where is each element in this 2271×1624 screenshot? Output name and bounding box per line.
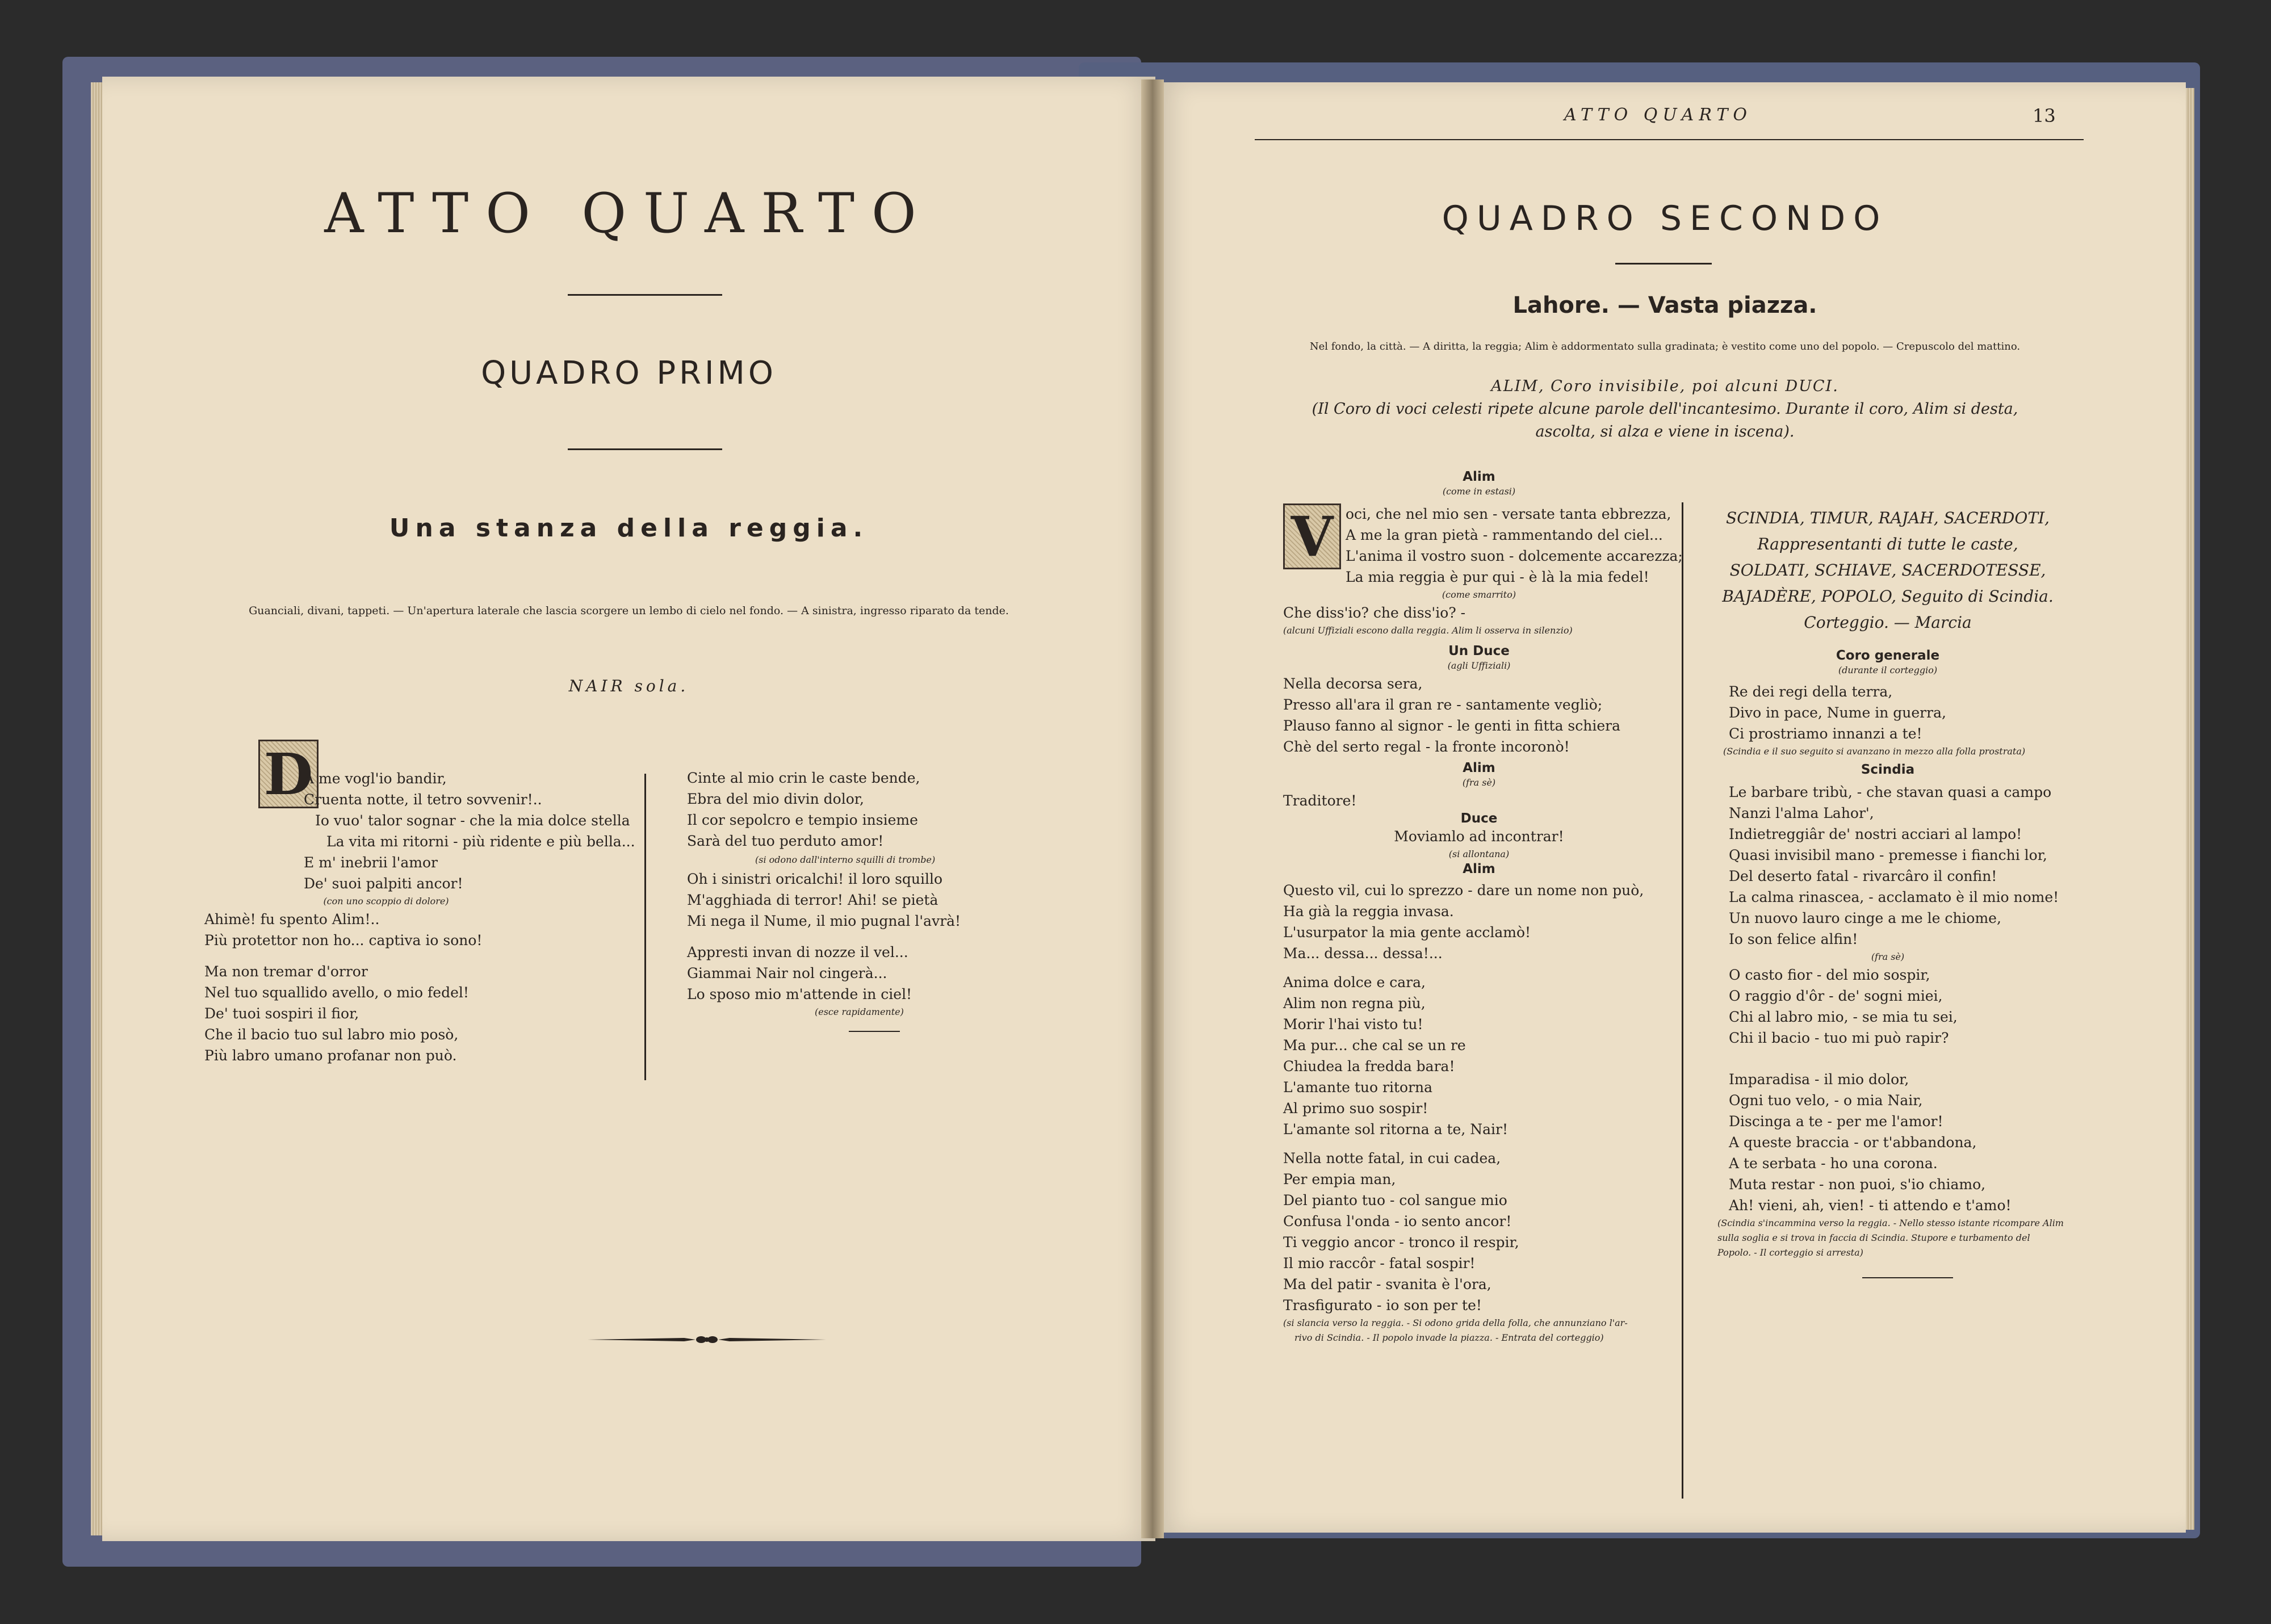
speaker-duce: Un Duce bbox=[1448, 644, 1510, 658]
verse-line: Ebra del mio divin dolor, bbox=[687, 791, 864, 807]
verse-line: Le barbare tribù, - che stavan quasi a campo bbox=[1729, 784, 2052, 800]
verse-line: Lo sposo mio m'attende in ciel! bbox=[687, 986, 912, 1002]
verse-line: Trasfigurato - io son per te! bbox=[1283, 1297, 1482, 1314]
characters-line-2: (Il Coro di voci celesti ripete alcune parole dell'incantesimo. Durante il coro, Alim si desta, bbox=[1312, 400, 2018, 418]
verse-line: L'anima il vostro suon - dolcemente accarezza; bbox=[1346, 548, 1683, 564]
verse-line: Chè del serto regal - la fronte incoronò! bbox=[1283, 738, 1570, 755]
verse-opening bbox=[267, 768, 732, 894]
stage-direction: Nel fondo, la città. — A diritta, la reggia; Alim è addormentato sulla gradinata; è vestito come uno del popolo. — Crepuscolo del mattino. bbox=[1309, 341, 2021, 353]
verse-line: Discinga a te - per me l'amor! bbox=[1729, 1113, 1943, 1130]
speaker-duce-2: Duce bbox=[1460, 811, 1498, 826]
verse-line: Appresti invan di nozze il vel... bbox=[687, 944, 908, 960]
verse-line: La calma rinascea, - acclamato è il mio nome! bbox=[1729, 889, 2059, 905]
left-col-1 bbox=[204, 768, 732, 1066]
verse-line: Un nuovo lauro cinge a me le chiome, bbox=[1729, 910, 2001, 926]
verse-line: Alim non regna più, bbox=[1283, 995, 1426, 1012]
verse-line: Ma del patir - svanita è l'ora, bbox=[1283, 1276, 1491, 1293]
verse-line: Ma... dessa... dessa!... bbox=[1283, 945, 1443, 962]
verse-line: Questo vil, cui lo sprezzo - dare un nome non può, bbox=[1283, 882, 1644, 899]
verse-col2-2 bbox=[687, 868, 1084, 931]
dir-slancia-2: rivo di Scindia. - Il popolo invade la piazza. - Entrata del corteggio) bbox=[1294, 1332, 1604, 1343]
dir-agli-uffiziali: (agli Uffiziali) bbox=[1447, 660, 1511, 671]
verse-line: Ma pur... che cal se un re bbox=[1283, 1037, 1466, 1054]
verse-line: Nanzi l'alma Lahor', bbox=[1729, 805, 1874, 821]
stage-direction-1: (con uno scoppio di dolore) bbox=[323, 896, 449, 907]
verse-line: Nella notte fatal, in cui cadea, bbox=[1283, 1150, 1501, 1166]
verse-line: Il mio raccôr - fatal sospir! bbox=[1283, 1255, 1476, 1271]
stage-direction-2: (si odono dall'interno squilli di trombe) bbox=[755, 854, 936, 865]
verse-line: Per empia man, bbox=[1283, 1171, 1396, 1187]
verse-line: Imparadisa - il mio dolor, bbox=[1729, 1071, 1909, 1088]
verse-line: Oh i sinistri oricalchi! il loro squillo bbox=[687, 871, 943, 887]
verse-line: Giammai Nair nol cingerà... bbox=[687, 965, 887, 981]
speaker-alim-2: Alim bbox=[1463, 761, 1495, 775]
setting: Lahore. — Vasta piazza. bbox=[1512, 292, 1817, 318]
speaker-alim-1: Alim bbox=[1463, 469, 1495, 484]
verse-line: Ti veggio ancor - tronco il respir, bbox=[1283, 1234, 1519, 1250]
verse-line: Cruenta notte, il tetro sovvenir!.. bbox=[304, 791, 542, 808]
verse-line: Popolo. - Il corteggio si arresta) bbox=[1717, 1247, 1863, 1258]
verse-lines-6 bbox=[1283, 880, 1675, 964]
verse-scindia-3 bbox=[1689, 1069, 2086, 1216]
right-right-col bbox=[1689, 505, 2086, 1278]
verse-opening bbox=[1283, 503, 1683, 588]
verse-lines-1 bbox=[1283, 503, 1683, 588]
drop-cap: D bbox=[258, 740, 319, 808]
verse-line: Muta restar - non puoi, s'io chiamo, bbox=[1729, 1176, 1986, 1193]
column-divider bbox=[1682, 502, 1683, 1499]
verse-moviamlo: Moviamlo ad incontrar! bbox=[1394, 828, 1564, 845]
dir-scindia-avanza: (Scindia e il suo seguito si avanzano in mezzo alla folla prostrata) bbox=[1723, 746, 2026, 757]
verse-line: Ma non tremar d'orror bbox=[204, 963, 368, 980]
right-page bbox=[1155, 82, 2186, 1533]
scene-rule bbox=[1615, 263, 1712, 265]
dir-slancia-1: (si slancia verso la reggia. - Si odono grida della folla, che annunziano l'ar- bbox=[1283, 1317, 1628, 1328]
verse-line: Nella decorsa sera, bbox=[1283, 675, 1423, 692]
verse-scindia-2 bbox=[1689, 964, 2086, 1048]
verse-line: E m' inebrii l'amor bbox=[304, 854, 438, 871]
verse-line: A me vogl'io bandir, bbox=[304, 770, 447, 787]
verse-line: SOLDATI, SCHIAVE, SACERDOTESSE, bbox=[1729, 561, 2046, 580]
speaker-alim-3: Alim bbox=[1463, 862, 1495, 876]
verse-block-2 bbox=[204, 909, 732, 951]
verse-line: La vita mi ritorni - più ridente e più bella... bbox=[326, 833, 635, 850]
verse-line: Morir l'hai visto tu! bbox=[1283, 1016, 1423, 1033]
dir-smarrito: (come smarrito) bbox=[1442, 589, 1516, 600]
verse-line: A queste braccia - or t'abbandona, bbox=[1729, 1134, 1977, 1151]
verse-lines-8 bbox=[1283, 1148, 1675, 1316]
stage-direction-3: (esce rapidamente) bbox=[815, 1006, 904, 1017]
verse-line: Plauso fanno al signor - le genti in fitta schiera bbox=[1283, 717, 1620, 734]
verse-line: oci, che nel mio sen - versate tanta ebbrezza, bbox=[1346, 506, 1671, 522]
verse-line: Rappresentanti di tutte le caste, bbox=[1757, 535, 2018, 553]
verse-line: Io son felice alfin! bbox=[1729, 931, 1858, 947]
characters-line-3: ascolta, si alza e viene in iscena). bbox=[1535, 423, 1795, 440]
setting: Una stanza della reggia. bbox=[389, 514, 869, 543]
verse-line: Re dei regi della terra, bbox=[1729, 683, 1893, 700]
verse-line: Divo in pace, Nume in guerra, bbox=[1729, 704, 1946, 721]
left-col-2 bbox=[687, 767, 1084, 1032]
verse-line: Sarà del tuo perduto amor! bbox=[687, 833, 884, 849]
cast-list bbox=[1689, 505, 2086, 636]
verse-line: De' suoi palpiti ancor! bbox=[304, 875, 463, 892]
verse-line: La mia reggia è pur qui - è là la mia fedel! bbox=[1346, 569, 1649, 585]
verse-line: Confusa l'onda - io sento ancor! bbox=[1283, 1213, 1512, 1229]
verse-line: Chiudea la fredda bara! bbox=[1283, 1058, 1455, 1075]
verse-col2-1 bbox=[687, 767, 1084, 851]
scene-rule bbox=[568, 448, 722, 450]
verse-line: Ogni tuo velo, - o mia Nair, bbox=[1729, 1092, 1923, 1109]
verse-coro bbox=[1689, 681, 2086, 744]
dir-uffiziali: (alcuni Uffiziali escono dalla reggia. Alim li osserva in silenzio) bbox=[1283, 625, 1573, 636]
gutter bbox=[1141, 79, 1164, 1538]
scene-title: QUADRO PRIMO bbox=[481, 355, 777, 392]
verse-line: O raggio d'ôr - de' sogni miei, bbox=[1729, 988, 1943, 1004]
page-number: 13 bbox=[2033, 105, 2056, 127]
dir-estasi: (come in estasi) bbox=[1442, 486, 1516, 497]
verse-line: Al primo suo sospir! bbox=[1283, 1100, 1428, 1117]
scene-title: QUADRO SECONDO bbox=[1442, 199, 1888, 238]
verse-scindia-1 bbox=[1689, 782, 2086, 950]
verse-line: Ci prostriamo innanzi a te! bbox=[1729, 725, 1922, 742]
stage-direction: Guanciali, divani, tappeti. — Un'apertura laterale che lascia scorgere un lembo di cielo nel fondo. — A sinistra, ingresso riparato da tende. bbox=[249, 605, 1009, 617]
verse-line-2: Che diss'io? che diss'io? - bbox=[1283, 605, 1466, 621]
verse-line: Corteggio. — Marcia bbox=[1804, 613, 1972, 632]
verse-line: Nel tuo squallido avello, o mio fedel! bbox=[204, 984, 469, 1001]
dir-fra-se-2: (fra sè) bbox=[1871, 951, 1905, 962]
verse-line: M'agghiada di terror! Ahi! se pietà bbox=[687, 892, 938, 908]
end-rule bbox=[1862, 1277, 1953, 1278]
verse-line: A me la gran pietà - rammentando del ciel... bbox=[1346, 527, 1663, 543]
title-rule bbox=[568, 294, 722, 296]
verse-line: O casto fior - del mio sospir, bbox=[1729, 967, 1930, 983]
dir-fra-se: (fra sè) bbox=[1462, 777, 1496, 788]
verse-lines-3 bbox=[1283, 673, 1675, 757]
character-line: NAIR sola. bbox=[568, 677, 689, 695]
drop-cap: V bbox=[1283, 503, 1341, 569]
verse-line: BAJADÈRE, POPOLO, Seguito di Scindia. bbox=[1722, 587, 2054, 606]
verse-line: SCINDIA, TIMUR, RAJAH, SACERDOTI, bbox=[1726, 509, 2050, 527]
running-header: ATTO QUARTO bbox=[1564, 105, 1753, 125]
dir-incammina bbox=[1689, 1216, 2086, 1260]
speaker-coro: Coro generale bbox=[1836, 648, 1940, 663]
verse-line: L'amante tuo ritorna bbox=[1283, 1079, 1433, 1096]
characters-line-1: ALIM, Coro invisibile, poi alcuni DUCI. bbox=[1491, 377, 1839, 395]
verse-line: Il cor sepolcro e tempio insieme bbox=[687, 812, 918, 828]
verse-col2-3 bbox=[687, 942, 1084, 1005]
header-rule bbox=[1255, 139, 2084, 140]
verse-line: Indietreggiâr de' nostri acciari al lampo! bbox=[1729, 826, 2022, 842]
verse-line: Che il bacio tuo sul labro mio posò, bbox=[204, 1026, 459, 1043]
verse-lines-7 bbox=[1283, 972, 1675, 1140]
verse-line: Cinte al mio crin le caste bende, bbox=[687, 770, 920, 786]
verse-line: Mi nega il Nume, il mio pugnal l'avrà! bbox=[687, 913, 961, 929]
verse-line: Ha già la reggia invasa. bbox=[1283, 903, 1454, 920]
verse-line: L'amante sol ritorna a te, Nair! bbox=[1283, 1121, 1509, 1138]
left-page bbox=[102, 77, 1155, 1541]
verse-line: Più protettor non ho... captiva io sono! bbox=[204, 932, 483, 949]
verse-traditore: Traditore! bbox=[1283, 792, 1357, 809]
verse-line: Quasi invisibil mano - premesse i fianchi lor, bbox=[1729, 847, 2047, 863]
verse-line: De' tuoi sospiri il fior, bbox=[204, 1005, 359, 1022]
act-title: ATTO QUARTO bbox=[324, 182, 933, 245]
dir-allontana: (si allontana) bbox=[1448, 849, 1510, 859]
verse-line: Del pianto tuo - col sangue mio bbox=[1283, 1192, 1507, 1208]
verse-line: Del deserto fatal - rivarcâro il confin! bbox=[1729, 868, 1997, 884]
right-left-col bbox=[1283, 469, 1683, 1345]
verse-line: Ahimè! fu spento Alim!.. bbox=[204, 911, 380, 928]
verse-line: sulla soglia e si trova in faccia di Scindia. Stupore e turbamento del bbox=[1717, 1232, 2030, 1243]
verse-line: Presso all'ara il gran re - santamente vegliò; bbox=[1283, 696, 1603, 713]
end-rule bbox=[849, 1031, 900, 1032]
verse-block-3 bbox=[204, 961, 732, 1066]
dir-corteggio: (durante il corteggio) bbox=[1838, 665, 1938, 675]
verse-line: Più labro umano profanar non può. bbox=[204, 1047, 457, 1064]
verse-line: Chi il bacio - tuo mi può rapir? bbox=[1729, 1030, 1949, 1046]
verse-line: Chi al labro mio, - se mia tu sei, bbox=[1729, 1009, 1958, 1025]
verse-line: Io vuo' talor sognar - che la mia dolce stella bbox=[315, 812, 630, 829]
verse-line: A te serbata - ho una corona. bbox=[1729, 1155, 1938, 1172]
verse-line: Anima dolce e cara, bbox=[1283, 974, 1426, 991]
verse-line: Ah! vieni, ah, vien! - ti attendo e t'amo! bbox=[1729, 1197, 2012, 1214]
verse-line: L'usurpator la mia gente acclamò! bbox=[1283, 924, 1531, 941]
column-divider bbox=[644, 774, 646, 1080]
speaker-scindia: Scindia bbox=[1861, 762, 1915, 777]
verse-line: (Scindia s'incammina verso la reggia. - Nello stesso istante ricompare Alim bbox=[1717, 1218, 2064, 1228]
ornament bbox=[588, 1328, 826, 1351]
